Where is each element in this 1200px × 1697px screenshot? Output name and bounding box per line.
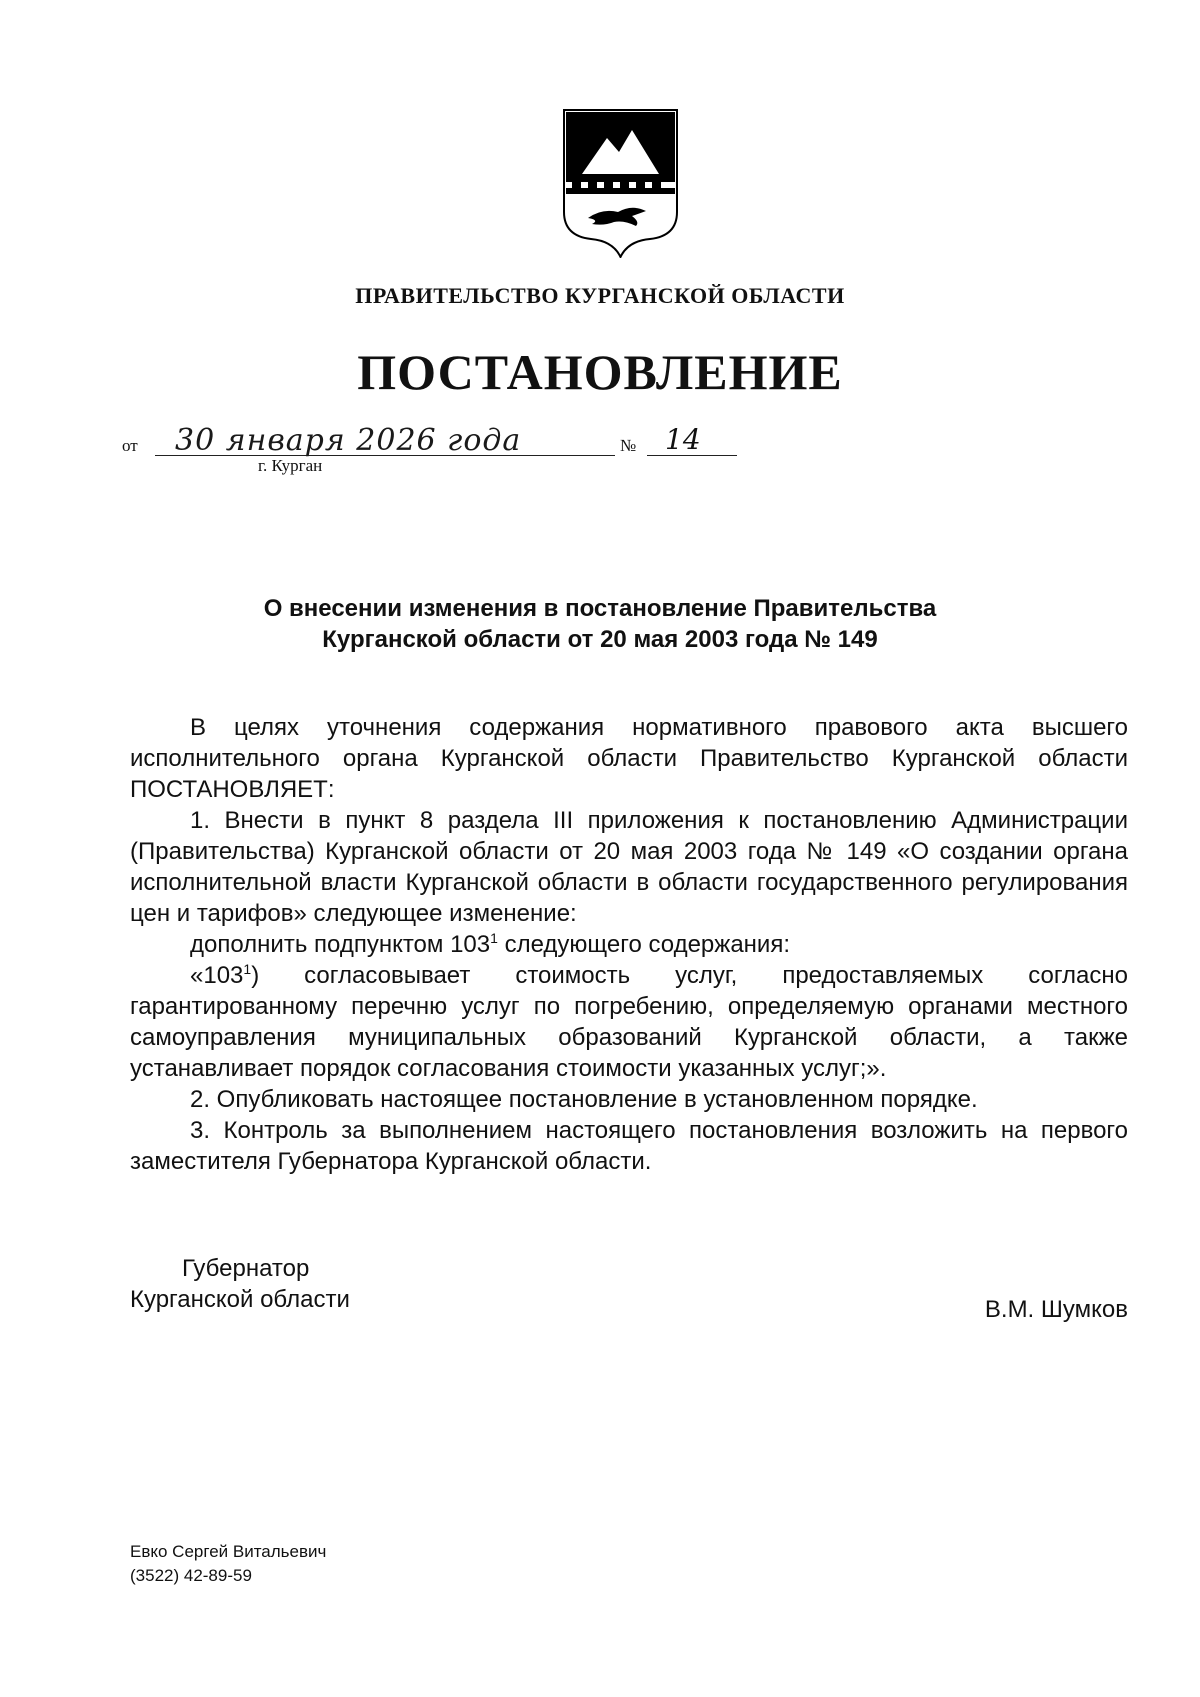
signatory-name: В.М. Шумков [984, 1296, 1128, 1323]
subject-line-1: О внесении изменения в постановление Правительства [263, 595, 937, 622]
quote-text-start: «103 [190, 962, 244, 989]
document-body [130, 712, 1128, 1177]
subitem-intro-text-end: следующего содержания: [497, 931, 790, 958]
preamble-paragraph: В целях уточнения содержания нормативного правового акта высшего исполнительного органа Курганской области Правительство Курганской области ПОСТАНОВЛЯЕТ: [130, 714, 1128, 803]
document-type-title: ПОСТАНОВЛЕНИЕ [357, 344, 843, 400]
quoted-subitem-paragraph [130, 960, 1128, 1084]
item-1-paragraph: 1. Внести в пункт 8 раздела III приложения к постановлению Администрации (Правительства) Курганской области от 20 мая 2003 года № 149 «О создании органа исполнительной власти Курганской области в области государственного регулирования цен и тарифов» следующее изменение: [130, 807, 1128, 927]
date-field [155, 425, 615, 456]
subject-line-2: Курганской области от 20 мая 2003 года № 149 [322, 626, 878, 653]
item-3-paragraph: 3. Контроль за выполнением настоящего постановления возложить на первого заместителя Губернатора Курганской области. [130, 1117, 1128, 1175]
document-subject [0, 593, 1200, 655]
item-2-paragraph: 2. Опубликовать настоящее постановление в установленном порядке. [190, 1086, 978, 1113]
executor-phone: (3522) 42-89-59 [130, 1566, 252, 1585]
signatory-title [130, 1253, 350, 1315]
quote-text: ) согласовывает стоимость услуг, предоставляемых согласно гарантированному перечню услуг по погребению, определяемую органами местного самоуправления муниципальных образований Курганской области, а также устанавливает порядок согласования стоимости указанных услуг;». [130, 962, 1128, 1082]
handwritten-number: 14 [665, 423, 701, 456]
date-number-line [122, 423, 701, 465]
city-label: г. Курган [258, 456, 323, 475]
executor-block [130, 1540, 326, 1588]
subitem-intro-text: дополнить подпунктом 103 [190, 931, 491, 958]
handwritten-date: 30 января 2026 года [175, 423, 522, 458]
signatory-title-line-1: Губернатор [182, 1255, 310, 1282]
subitem-intro-paragraph [130, 929, 1128, 960]
subitem-intro-superscript: 1 [490, 930, 498, 946]
coat-of-arms-emblem [562, 108, 679, 258]
signatory-title-line-2: Курганской области [130, 1286, 350, 1313]
quote-superscript: 1 [243, 961, 252, 977]
number-label: № [620, 436, 637, 455]
executor-name: Евко Сергей Витальевич [130, 1542, 327, 1561]
number-field [647, 425, 737, 456]
government-name: ПРАВИТЕЛЬСТВО КУРГАНСКОЙ ОБЛАСТИ [355, 283, 845, 308]
date-prefix: от [122, 436, 138, 455]
